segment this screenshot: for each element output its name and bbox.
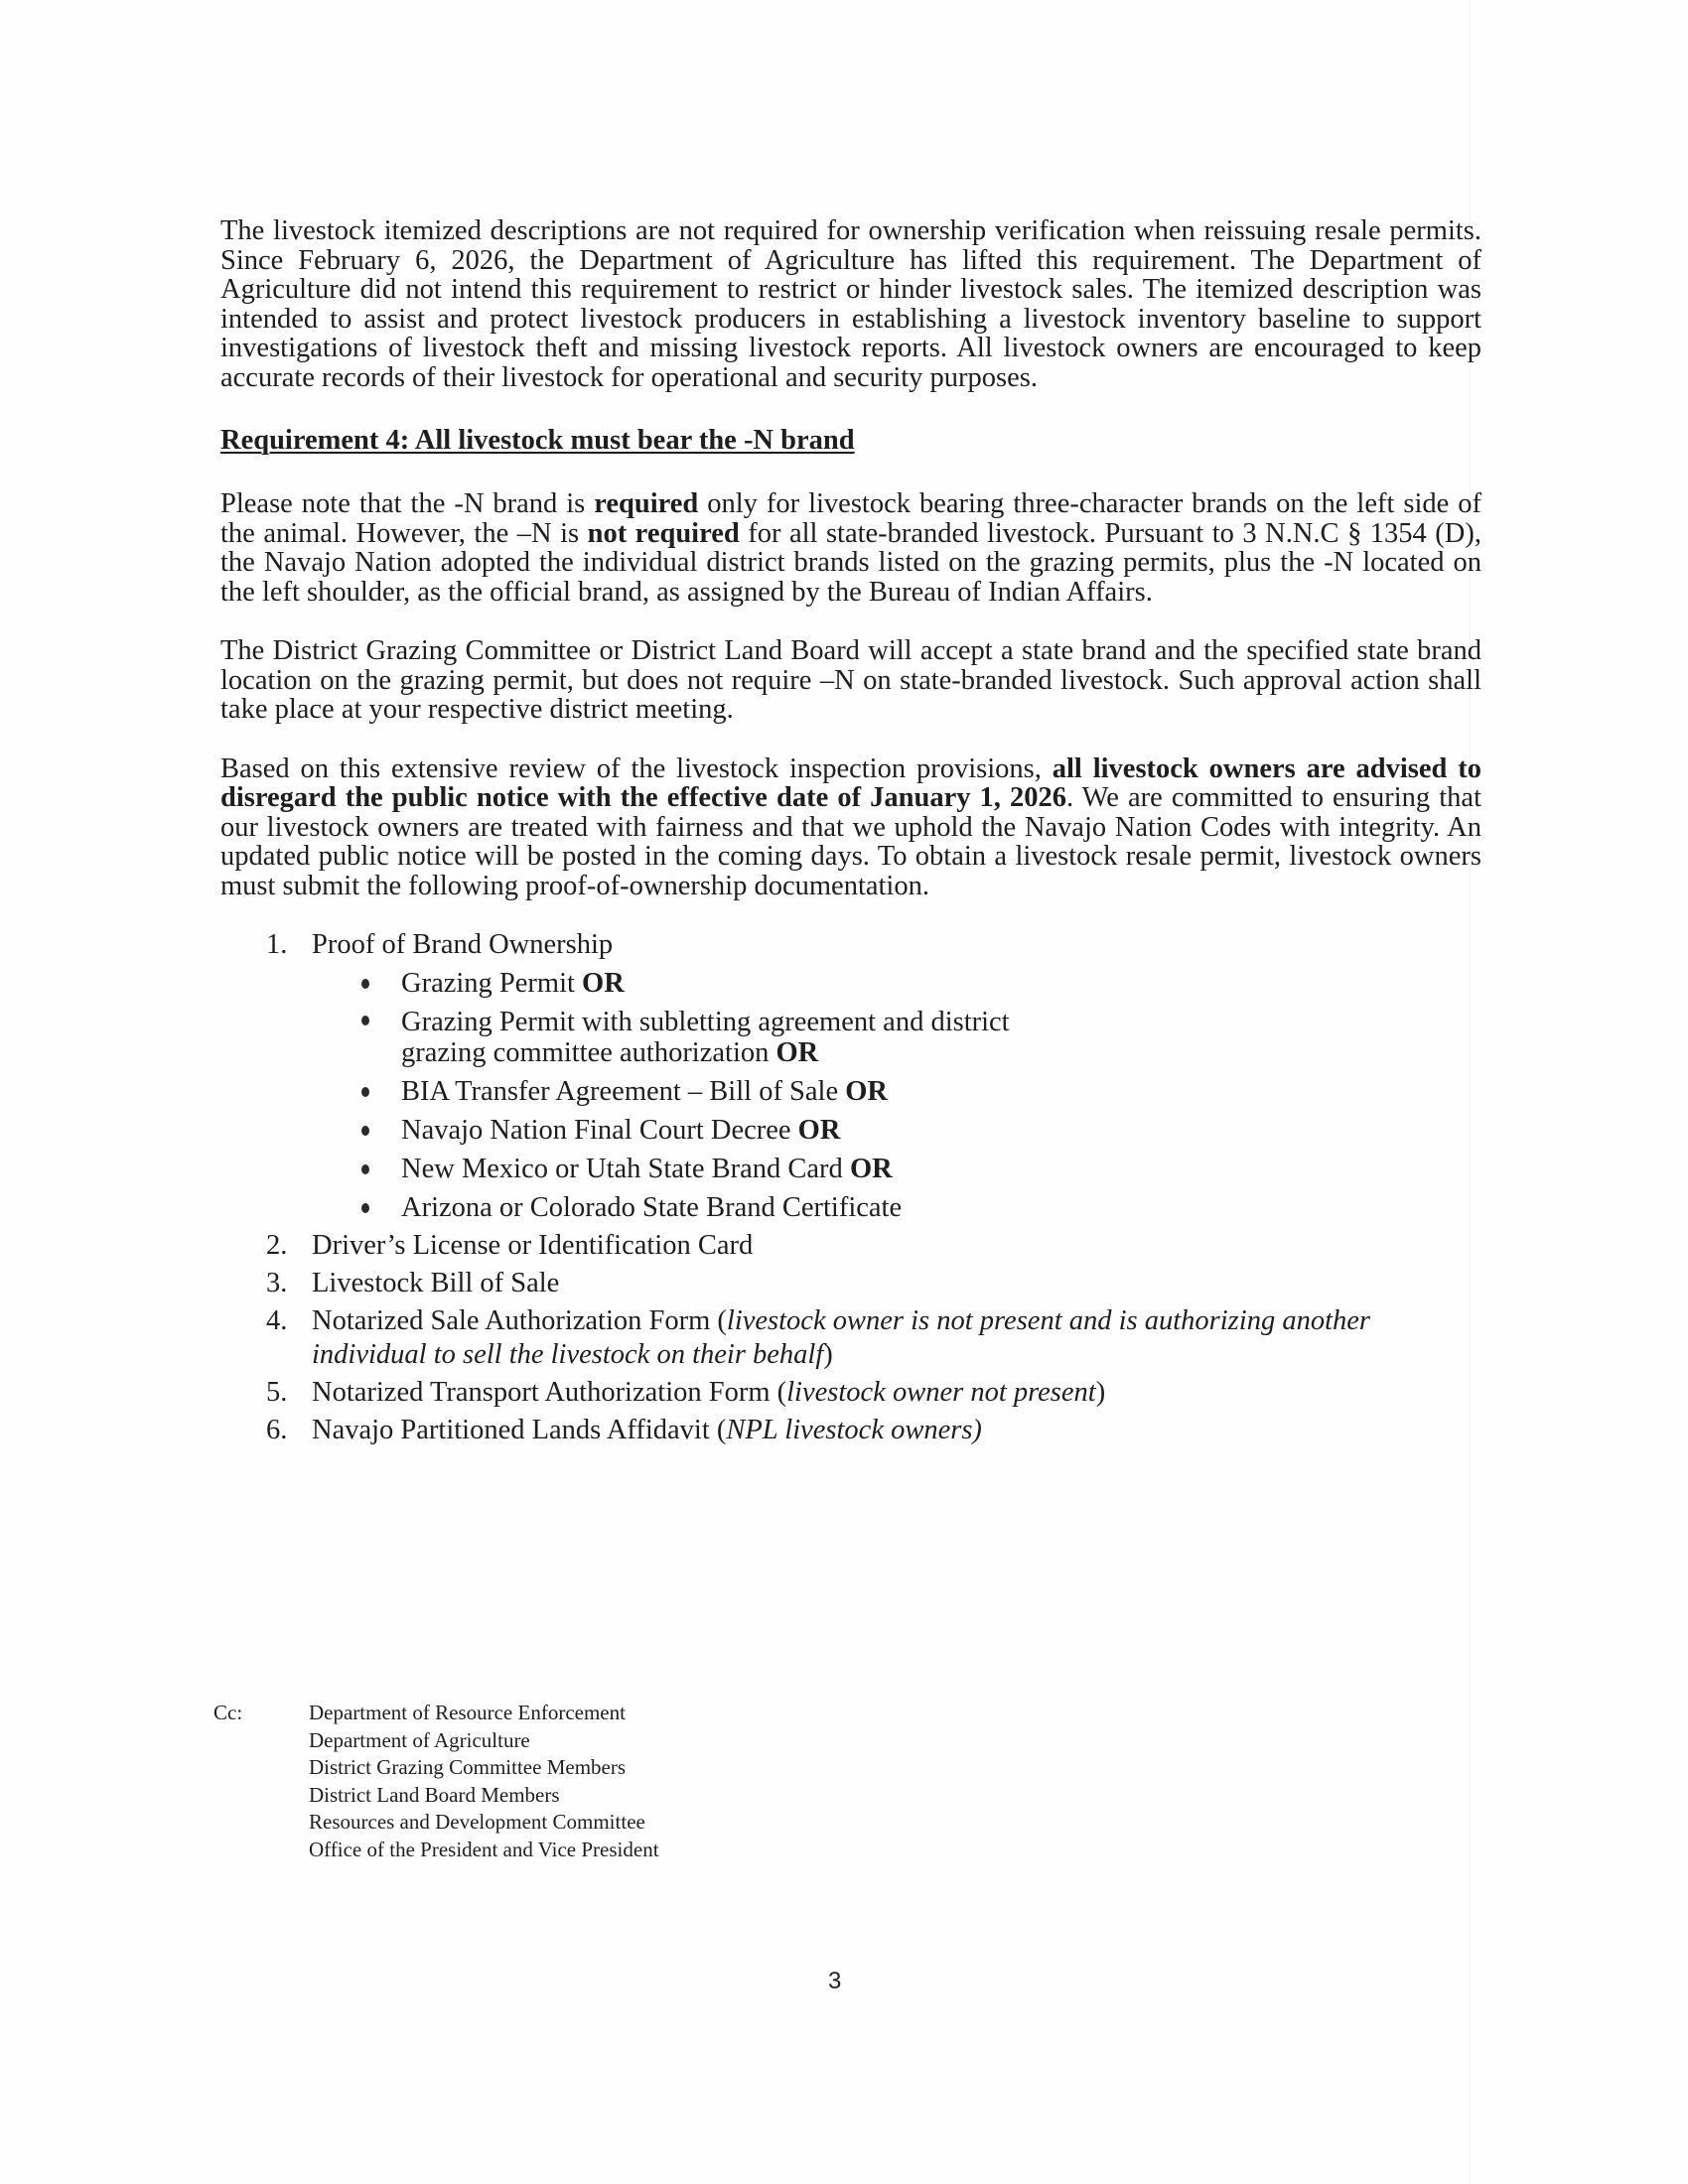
paragraph-district-grazing: The District Grazing Committee or District Land Board will accept a state brand and the specified state brand location on the grazing permit, but does not require –N on state-branded livestock. Such approval action shall take place at your respective district meeting. — [220, 635, 1481, 725]
bullet-icon — [361, 1126, 369, 1136]
cc-label: Cc: — [213, 1701, 243, 1724]
sub-item-text: New Mexico or Utah State Brand Card — [401, 1154, 850, 1184]
requirement-4-heading: Requirement 4: All livestock must bear the -N brand — [220, 425, 855, 456]
bold-advisory: all livestock owners are advised to disregard the public notice with the effective date of January 1, 2026 — [220, 752, 1481, 813]
paragraph-n-brand — [220, 489, 1481, 607]
list-item-text: Notarized Sale Authorization Form ( — [312, 1305, 727, 1336]
list-item-text: Livestock Bill of Sale — [312, 1268, 560, 1298]
sub-item-or: OR — [582, 968, 625, 999]
list-item — [220, 1265, 1481, 1302]
list-item — [220, 1302, 1481, 1374]
list-item — [220, 1412, 1481, 1449]
documentation-list — [220, 926, 1481, 1449]
sub-item-or: OR — [845, 1076, 888, 1107]
cc-recipient-list — [309, 1700, 659, 1863]
sub-item-or: OR — [849, 1154, 893, 1184]
sub-list-item — [312, 1072, 1481, 1111]
text-span: . We are committed to ensuring that our livestock owners are treated with fairness and that we uphold the Navajo Nation Codes with integrity. An updated public notice will be posted in the coming days. To obtain a livestock resale permit, livestock owners must submit the following proof-of-ownership documentation. — [220, 782, 1481, 901]
sub-list-item — [312, 1150, 1481, 1188]
sub-item-or: OR — [797, 1115, 841, 1146]
bullet-icon — [361, 1087, 369, 1097]
cc-recipient: Department of Agriculture — [309, 1727, 530, 1752]
sub-item-text: Arizona or Colorado State Brand Certificate — [401, 1192, 903, 1223]
list-item — [220, 1374, 1481, 1412]
list-number: 3. — [266, 1268, 288, 1298]
list-item — [220, 1227, 1481, 1265]
bold-not-required: not required — [587, 517, 740, 549]
list-item-text: Notarized Transport Authorization Form ( — [312, 1377, 787, 1408]
list-item-text: Proof of Brand Ownership — [312, 929, 614, 960]
cc-recipient: Resources and Development Committee — [309, 1810, 645, 1834]
page-number: 3 — [828, 1968, 842, 1994]
bullet-icon — [361, 1203, 369, 1213]
sub-list-item — [312, 1003, 1481, 1072]
list-item-note: NPL livestock owners) — [726, 1415, 982, 1445]
sub-list-item — [312, 1188, 1481, 1227]
list-number: 6. — [266, 1415, 288, 1445]
bullet-icon — [361, 979, 369, 989]
paragraph-review — [220, 754, 1481, 901]
text-span: for all state-branded livestock. Pursuant to 3 N.N.C § 1354 (D), the Navajo Nation adopted the individual district brands listed on the grazing permits, plus the -N located on the left shoulder, as the official brand, as assigned by the Bureau of Indian Affairs. — [220, 517, 1481, 608]
text-span: Based on this extensive review of the livestock inspection provisions, — [220, 752, 1053, 784]
sub-item-text: Grazing Permit — [401, 968, 583, 999]
cc-recipient: Office of the President and Vice President — [309, 1837, 659, 1861]
bold-required: required — [594, 488, 699, 519]
list-number: 4. — [266, 1305, 288, 1336]
text-span: only for livestock bearing three-character brands on the left side of the animal. However, the –N is — [220, 488, 1481, 549]
sub-item-text: BIA Transfer Agreement – Bill of Sale — [401, 1076, 846, 1107]
brand-ownership-sublist — [312, 964, 1481, 1227]
cc-recipient: District Grazing Committee Members — [309, 1755, 627, 1779]
list-number: 5. — [266, 1377, 288, 1408]
list-number: 1. — [266, 929, 288, 960]
list-item-text: Navajo Partitioned Lands Affidavit ( — [312, 1415, 727, 1445]
list-number: 2. — [266, 1230, 288, 1261]
paragraph-itemized-descriptions: The livestock itemized descriptions are not required for ownership verification when reissuing resale permits. Since February 6, 2026, the Department of Agriculture has lifted this requirement. The Department of Agriculture did not intend this requirement to restrict or hinder livestock sales. The itemized description was intended to assist and protect livestock producers in establishing a livestock inventory baseline to support investigations of livestock theft and missing livestock reports. All livestock owners are encouraged to keep accurate records of their livestock for operational and security purposes. — [220, 215, 1481, 393]
document-body — [220, 216, 1481, 1449]
cc-recipient: District Land Board Members — [309, 1782, 560, 1807]
sub-list-item — [312, 1111, 1481, 1150]
list-item-note: livestock owner is not present and is authorizing another individual to sell the livestock on their behalf — [312, 1305, 1370, 1370]
bullet-icon — [361, 1016, 369, 1025]
sub-list-item — [312, 964, 1481, 1003]
text-span: ) — [823, 1339, 833, 1370]
list-item — [220, 926, 1481, 1227]
sub-item-text: Navajo Nation Final Court Decree — [401, 1115, 798, 1146]
text-span: Please note that the -N brand is — [220, 488, 595, 519]
list-item-text: Driver’s License or Identification Card — [312, 1230, 754, 1261]
sub-item-or: OR — [775, 1037, 819, 1068]
cc-recipient: Department of Resource Enforcement — [309, 1701, 626, 1724]
bullet-icon — [361, 1164, 369, 1174]
text-span: ) — [1095, 1377, 1106, 1408]
list-item-note: livestock owner not present — [786, 1377, 1096, 1408]
sub-item-text: Grazing Permit with subletting agreement and district grazing committee authorization — [401, 1007, 1010, 1068]
